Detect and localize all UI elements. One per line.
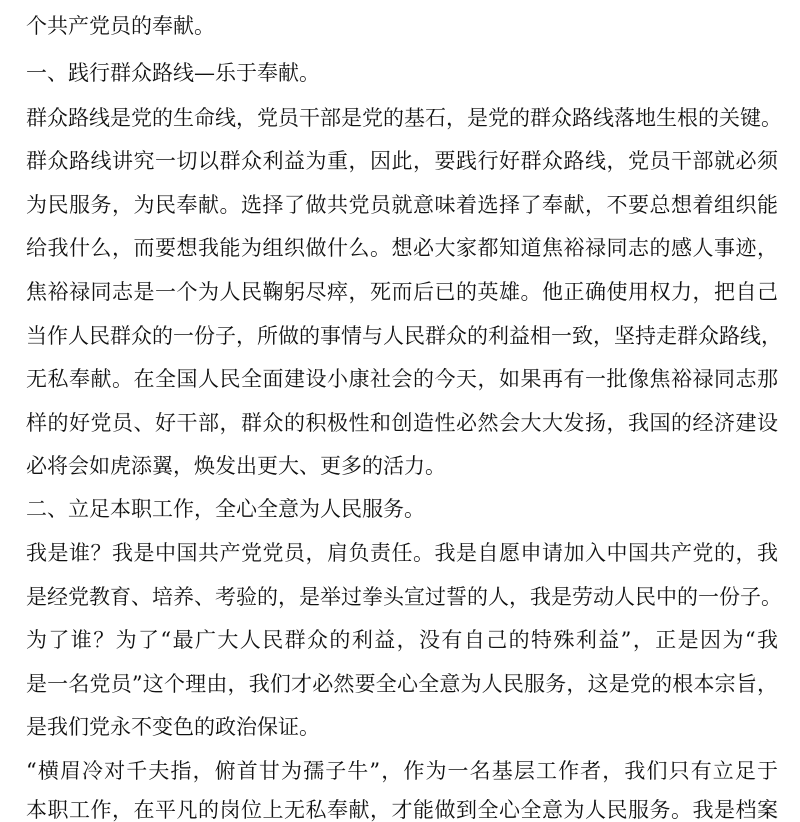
section-heading-1: 一、践行群众路线—乐于奉献。 <box>26 61 320 85</box>
paragraph-line: 本职工作，在平凡的岗位上无私奉献，才能做到全心全意为人民服务。我是档案 <box>26 798 778 822</box>
paragraph-line: 群众路线讲究一切以群众利益为重，因此，要践行好群众路线，党员干部就必须 <box>26 149 778 173</box>
paragraph-line: 给我什么，而要想我能为组织做什么。想必大家都知道焦裕禄同志的感人事迹， <box>26 236 778 260</box>
paragraph-line: 为民服务，为民奉献。选择了做共党员就意味着选择了奉献，不要总想着组织能 <box>26 193 778 217</box>
section-heading-2: 二、立足本职工作，全心全意为人民服务。 <box>26 497 425 521</box>
paragraph-line: 群众路线是党的生命线，党员干部是党的基石，是党的群众路线落地生根的关键。 <box>26 106 782 130</box>
paragraph-line: 焦裕禄同志是一个为人民鞠躬尽瘁，死而后已的英雄。他正确使用权力，把自己 <box>26 280 778 304</box>
paragraph-line: 是一名党员”这个理由，我们才必然要全心全意为人民服务，这是党的根本宗旨， <box>26 672 778 696</box>
paragraph-line: 是经党教育、培养、考验的，是举过拳头宣过誓的人，我是劳动人民中的一份子。 <box>26 585 782 609</box>
paragraph-line: 是我们党永不变色的政治保证。 <box>26 715 320 739</box>
paragraph-line: 必将会如虎添翼，焕发出更大、更多的活力。 <box>26 454 446 478</box>
paragraph-line: 为了谁？为了“最广大人民群众的利益，没有自己的特殊利益”，正是因为“我 <box>26 628 778 652</box>
paragraph-line: 无私奉献。在全国人民全面建设小康社会的今天，如果再有一批像焦裕禄同志那 <box>26 367 778 391</box>
paragraph-line: 当作人民群众的一份子，所做的事情与人民群众的利益相一致，坚持走群众路线， <box>26 324 782 348</box>
paragraph-line: “横眉冷对千夫指，俯首甘为孺子牛”，作为一名基层工作者，我们只有立足于 <box>26 759 778 783</box>
paragraph-line: 个共产党员的奉献。 <box>26 14 215 38</box>
paragraph-line: 我是谁？我是中国共产党党员，肩负责任。我是自愿申请加入中国共产党的，我 <box>26 541 778 565</box>
paragraph-line: 样的好党员、好干部，群众的积极性和创造性必然会大大发扬，我国的经济建设 <box>26 411 778 435</box>
